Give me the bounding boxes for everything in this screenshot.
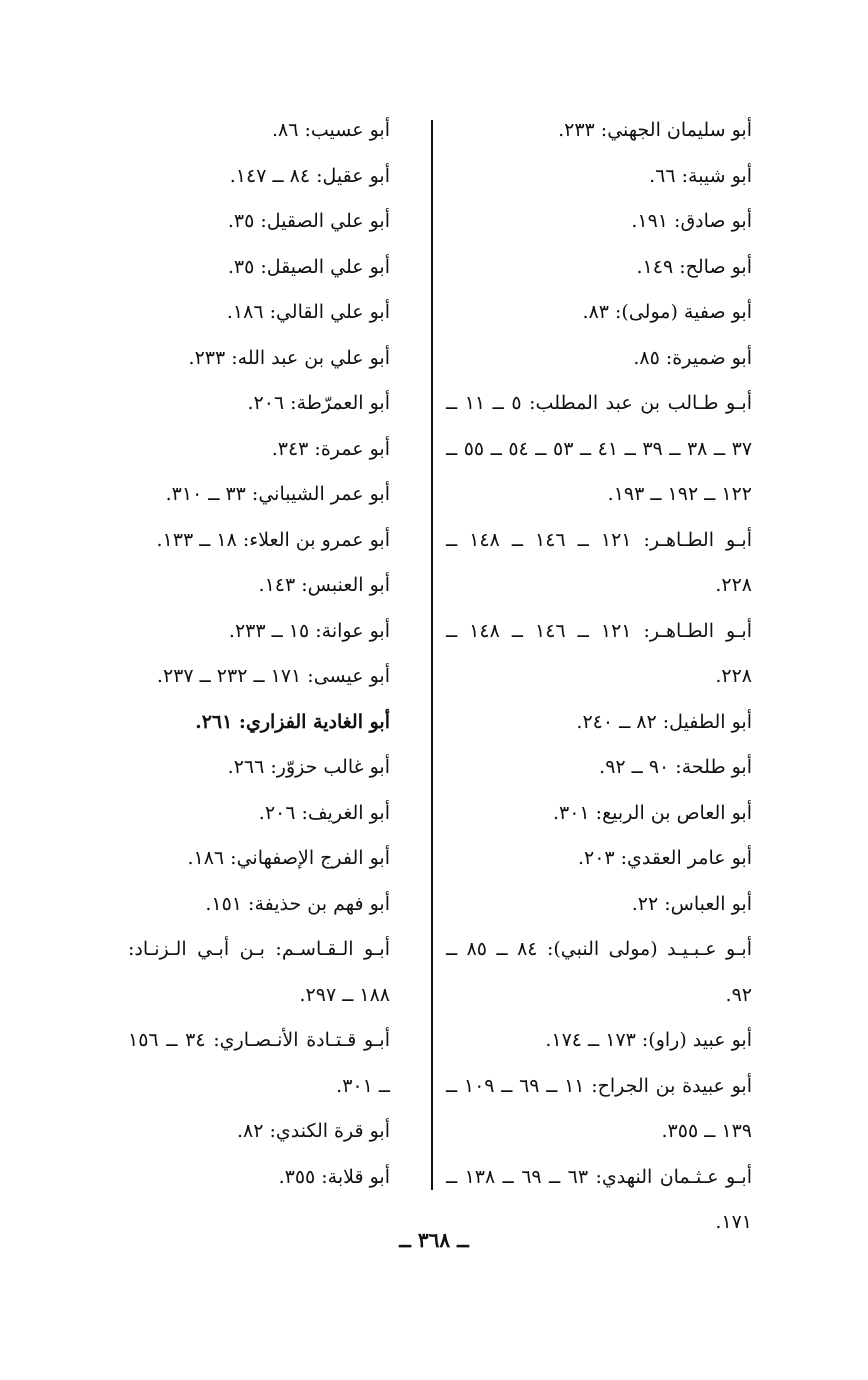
index-entry: أبو صفية (مولى): ٨٣. (582, 301, 752, 323)
index-entry: أبو قلابة: ٣٥٥. (278, 1165, 390, 1188)
index-entry: أبو عمرو بن العلاء: ١٨ ــ ١٣٣. (156, 528, 390, 551)
index-entry: أبو ضميرة: ٨٥. (633, 346, 752, 369)
index-entry: أبو علي الصيقل: ٣٥. (227, 255, 390, 278)
index-entry: أبو صادق: ١٩١. (631, 210, 752, 232)
index-entry: أبـو عـثـمان النهدي: ٦٣ ــ ٦٩ ــ ١٣٨ ــ ١٧١. (446, 1165, 752, 1233)
index-entry: أبو عمر الشيباني: ٣٣ ــ ٣١٠. (165, 483, 390, 505)
index-entry: أبو الفرج الإصفهاني: ١٨٦. (187, 847, 390, 869)
index-entry: أبو عامر العقدي: ٢٠٣. (577, 847, 752, 869)
index-entry: أبو سليمان الجهني: ٢٣٣. (558, 119, 752, 141)
index-entry: أبو عسيب: ٨٦. (271, 119, 390, 141)
column-divider (431, 120, 433, 1190)
index-entry: أبـو الـقـاسـم: بـن أبـي الـزنـاد: ١٨٨ ــ ٢٩٧. (128, 938, 390, 1006)
index-entry: أبو عوانة: ١٥ ــ ٢٣٣. (228, 619, 390, 642)
page-number: ــ ٣٦٨ ــ (399, 1228, 469, 1252)
index-entry: أبو قرة الكندي: ٨٢. (236, 1120, 390, 1142)
index-entry: أبو العباس: ٢٢. (631, 892, 752, 915)
index-entry: أبو الغادية الفزاري: ٢٦١. (195, 710, 390, 733)
index-entry: أبو العمرّطة: ٢٠٦. (247, 392, 390, 414)
index-entry: أبـو عـبـيـد (مولى النبي): ٨٤ ــ ٨٥ ــ ٩٢. (446, 938, 752, 1006)
index-entry: أبو علي القالي: ١٨٦. (226, 301, 390, 323)
index-entry: أبو غالب حزوّر: ٢٦٦. (227, 756, 390, 778)
index-entry: أبو العنبس: ١٤٣. (258, 574, 390, 596)
index-entry: أبو عبيدة بن الجراح: ١١ ــ ٦٩ ــ ١٠٩ ــ ١٣٩ ــ ٣٥٥. (446, 1074, 752, 1142)
index-entry: أبو عبيد (راو): ١٧٣ ــ ١٧٤. (545, 1029, 752, 1051)
index-entry: أبو علي الصقيل: ٣٥. (227, 210, 390, 232)
index-entry: أبو فهم بن حذيفة: ١٥١. (205, 892, 390, 915)
index-entry: أبو طلحة: ٩٠ ــ ٩٢. (599, 756, 752, 778)
index-entry: أبو الطفيل: ٨٢ ــ ٢٤٠. (576, 710, 752, 733)
index-entry: أبو عيسى: ١٧١ ــ ٢٣٢ ــ ٢٣٧. (156, 665, 390, 687)
index-column-left (128, 108, 390, 1200)
index-entry: أبو عمرة: ٣٤٣. (271, 437, 390, 460)
index-column-right (446, 108, 752, 1246)
index-entry: أبو الغريف: ٢٠٦. (258, 801, 390, 824)
index-entry: أبـو قـتـادة الأنـصـاري: ٣٤ ــ ١٥٦ ــ ٣٠١. (128, 1029, 390, 1097)
index-entry: أبـو الطـاهـر: ١٢١ ــ ١٤٦ ــ ١٤٨ ــ ٢٢٨. (446, 619, 752, 687)
index-entry: أبو علي بن عبد الله: ٢٣٣. (188, 346, 390, 369)
index-entry: أبو صالح: ١٤٩. (636, 255, 752, 278)
index-entry: أبو شيبة: ٦٦. (649, 164, 752, 187)
index-entry: أبـو الطـاهـر: ١٢١ ــ ١٤٦ ــ ١٤٨ ــ ٢٢٨. (446, 528, 752, 596)
index-entry: أبو عقيل: ٨٤ ــ ١٤٧. (229, 164, 390, 187)
index-entry: أبـو طـالب بن عبد المطلب: ٥ ــ ١١ ــ ٣٧ ــ ٣٨ ــ ٣٩ ــ ٤١ ــ ٥٣ ــ ٥٤ ــ ٥٥ ــ ١٢٢ ــ ١٩٢ ــ ١٩٣. (446, 392, 753, 505)
index-entry: أبو العاص بن الربيع: ٣٠١. (552, 801, 752, 824)
